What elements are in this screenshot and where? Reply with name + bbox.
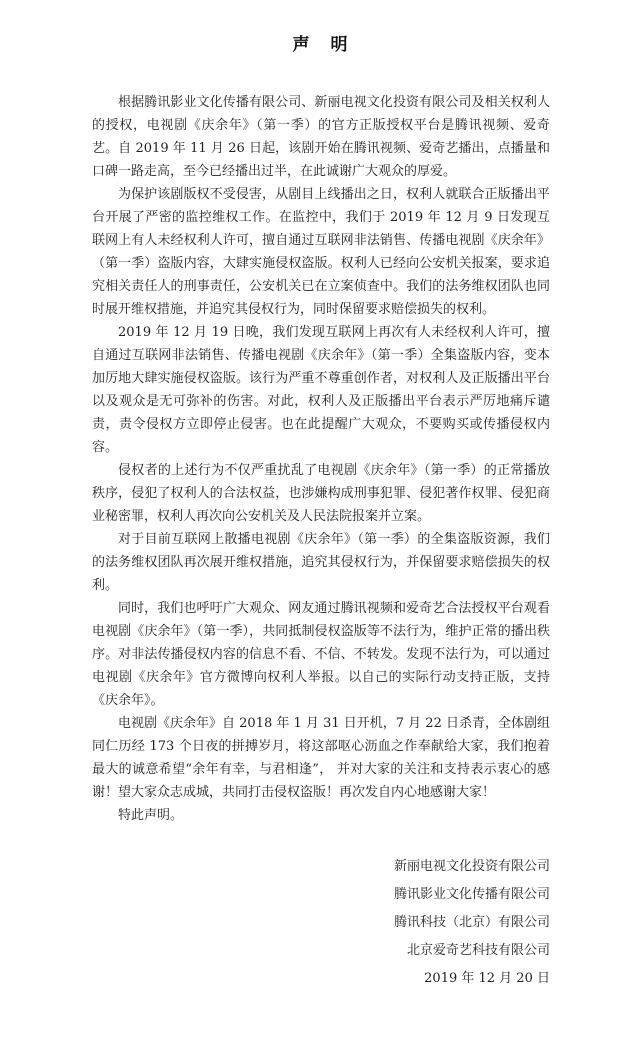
statement-paragraph: 侵权者的上述行为不仅严重扰乱了电视剧《庆余年》（第一季）的正常播放秩序，侵犯了权利人的合法权益，也涉嫌构成刑事犯罪、侵犯著作权罪、侵犯商业秘密罪，权利人再次向公安机关及人民法院报案并立案。 [92,463,550,524]
signature-company: 北京爱奇艺科技有限公司 [406,943,550,958]
statement-paragraph: 同时，我们也呼吁广大观众、网友通过腾讯视频和爱奇艺合法授权平台观看电视剧《庆余年》（第一季），共同抵制侵权盗版等不法行为，维护正常的播出秩序。对非法传播侵权内容的信息不看、不信、不转发。发现不法行为，可以通过电视剧《庆余年》官方微博向权利人举报。以自己的实际行动支持正版，支持《庆余年》。 [92,601,550,708]
statement-paragraph: 特此声明。 [118,808,184,823]
signature-block [92,853,550,993]
page-title: 声 明 [292,35,350,55]
signature-date: 2019 年 12 月 20 日 [424,971,550,986]
statement-paragraph: 为保护该剧版权不受侵害，从剧目上线播出之日，权利人就联合正版播出平台开展了严密的监控维权工作。在监控中，我们于 2019 年 12 月 9 日发现互联网上有人未经权利人许可，擅自通过互联网非法销售、传播电视剧《庆余年》（第一季）盗版内容，大肆实施侵权盗版。权利人已经向公安机关报案，要求追究相关责任人的刑事责任，公安机关已在立案侦查中。我们的法务维权团队也同时展开维权措施，并追究其侵权行为，同时保留要求赔偿损失的权利。 [92,187,550,317]
statement-paragraph: 对于目前互联网上散播电视剧《庆余年》（第一季）的全集盗版资源，我们的法务维权团队再次展开维权措施，追究其侵权行为，并保留要求赔偿损失的权利。 [92,532,550,593]
signature-company: 腾讯影业文化传播有限公司 [393,887,550,902]
statement-paragraph: 根据腾讯影业文化传播有限公司、新丽电视文化投资有限公司及相关权利人的授权，电视剧《庆余年》（第一季）的官方正版授权平台是腾讯视频、爱奇艺。自 2019 年 11 月 26 日起，该剧开始在腾讯视频、爱奇艺播出，点播量和口碑一路走高，至今已经播出过半，在此诚谢广大观众的厚爱。 [92,95,550,179]
statement-body [92,91,550,827]
signature-company: 腾讯科技（北京）有限公司 [393,915,550,930]
signature-company: 新丽电视文化投资有限公司 [393,859,550,874]
statement-paragraph: 2019 年 12 月 19 日晚，我们发现互联网上再次有人未经权利人许可，擅自通过互联网非法销售、传播电视剧《庆余年》（第一季）全集盗版内容，变本加厉地大肆实施侵权盗版。该行为严重不尊重创作者，对权利人及正版播出平台以及观众是无可弥补的伤害。对此，权利人及正版播出平台表示严厉地痛斥谴责，责令侵权方立即停止侵害。也在此提醒广大观众，不要购买或传播侵权内容。 [92,325,550,455]
statement-paragraph: 电视剧《庆余年》自 2018 年 1 月 31 日开机，7 月 22 日杀青，全体剧组同仁历经 173 个日夜的拼搏岁月，将这部呕心沥血之作奉献给大家，我们抱着最大的诚意希望“余年有幸，与君相逢”， 并对大家的关注和支持表示衷心的感谢！望大家众志成城，共同打击侵权盗版！再次发自内心地感谢大家！ [92,716,550,800]
signature-companies [92,853,550,965]
